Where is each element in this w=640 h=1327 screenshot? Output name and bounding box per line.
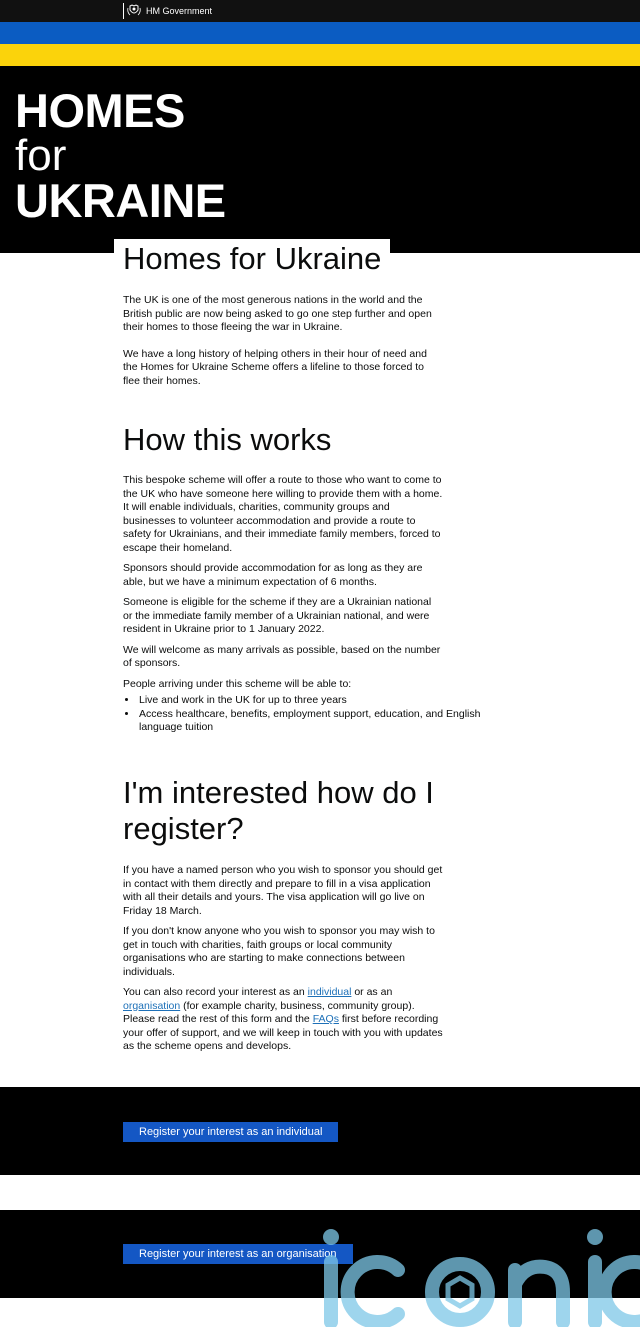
page-title-box bbox=[114, 239, 390, 279]
register-paragraph-2: If you don't know anyone who you wish to sponsor you may wish to get in touch with charities, faith groups or local community organisations who are starting to make connections between individuals. bbox=[123, 925, 435, 978]
register-section bbox=[123, 775, 443, 847]
page-title: Homes for Ukraine bbox=[123, 241, 382, 276]
register-individual-button[interactable]: Register your interest as an individual bbox=[123, 1122, 338, 1142]
how-paragraph-4: We will welcome as many arrivals as possible, based on the number of sponsors. bbox=[123, 643, 441, 669]
how-section bbox=[123, 422, 443, 458]
how-paragraph-1: This bespoke scheme will offer a route to those who want to come to the UK who have someone here willing to provide them with a home. It will enable individuals, charities, community groups and businesses to volunteer accommodation and provide a route to safety for Ukrainians, and their immediate family members, forced to escape their homeland. bbox=[123, 474, 443, 554]
logo-line-homes: HOMES bbox=[15, 84, 185, 137]
register-text-c: (for example charity, business, community group). Please read the rest of this form and the bbox=[123, 999, 415, 1025]
intro-paragraph-1: The UK is one of the most generous nations in the world and the British public are now being asked to go one step further and open their homes to those fleeing the war in Ukraine. bbox=[123, 294, 432, 333]
register-text-a: You can also record your interest as an bbox=[123, 986, 308, 998]
cta-band-individual bbox=[0, 1087, 640, 1175]
intro-section bbox=[123, 294, 443, 388]
organisation-link[interactable]: organisation bbox=[123, 999, 181, 1012]
register-body bbox=[123, 864, 443, 1054]
flag-stripe-blue bbox=[0, 22, 640, 44]
list-item: • Live and work in the UK for up to three years bbox=[138, 694, 513, 708]
register-text-b: or as an bbox=[351, 986, 393, 998]
intro-paragraph-2: We have a long history of helping others in their hour of need and the Homes for Ukraine Scheme offers a lifeline to those forced to flee their homes. bbox=[123, 347, 427, 387]
benefits-list bbox=[123, 694, 513, 735]
gov-header-bar bbox=[0, 0, 640, 22]
how-paragraph-5: People arriving under this scheme will be able to: bbox=[123, 677, 352, 690]
flag-stripe-yellow bbox=[0, 44, 640, 66]
list-item: • Access healthcare, benefits, employment support, education, and English language tuition bbox=[138, 708, 513, 735]
how-bullets bbox=[123, 694, 513, 735]
faqs-link[interactable]: FAQs bbox=[312, 1013, 339, 1025]
register-paragraph-1: If you have a named person who you wish to sponsor you should get in contact with them directly and prepare to fill in a visa application with all their details and yours. The visa application will go live on Friday 18 March. bbox=[123, 864, 443, 917]
individual-link[interactable]: individual bbox=[307, 986, 352, 998]
register-heading: I'm interested how do I register? bbox=[123, 775, 434, 846]
how-heading: How this works bbox=[123, 422, 332, 457]
iconic-watermark-logo bbox=[320, 1222, 640, 1327]
how-paragraph-2: Sponsors should provide accommodation for as long as they are able, but we have a minimum expectation of 6 months. bbox=[123, 562, 423, 588]
logo-line-ukraine: UKRAINE bbox=[15, 174, 226, 227]
register-paragraph-3 bbox=[123, 986, 443, 1054]
logo-line-for: for bbox=[15, 131, 67, 180]
how-paragraph-3: Someone is eligible for the scheme if they are a Ukrainian national or the immediate family member of a Ukrainian national, and were resident in Ukraine prior to 1 January 2022. bbox=[123, 596, 432, 635]
homes-for-ukraine-logo bbox=[15, 84, 226, 227]
royal-crest-icon bbox=[123, 3, 142, 19]
hero-banner bbox=[0, 66, 640, 253]
register-text-d: first before recording your offer of support, and we will keep in touch with you with updates as the scheme opens and develops. bbox=[123, 1013, 443, 1052]
iconic-watermark bbox=[320, 1222, 640, 1327]
how-body bbox=[123, 474, 443, 691]
register-organisation-button[interactable]: Register your interest as an organisation bbox=[123, 1244, 353, 1264]
org-name[interactable]: HM Government bbox=[146, 6, 213, 16]
